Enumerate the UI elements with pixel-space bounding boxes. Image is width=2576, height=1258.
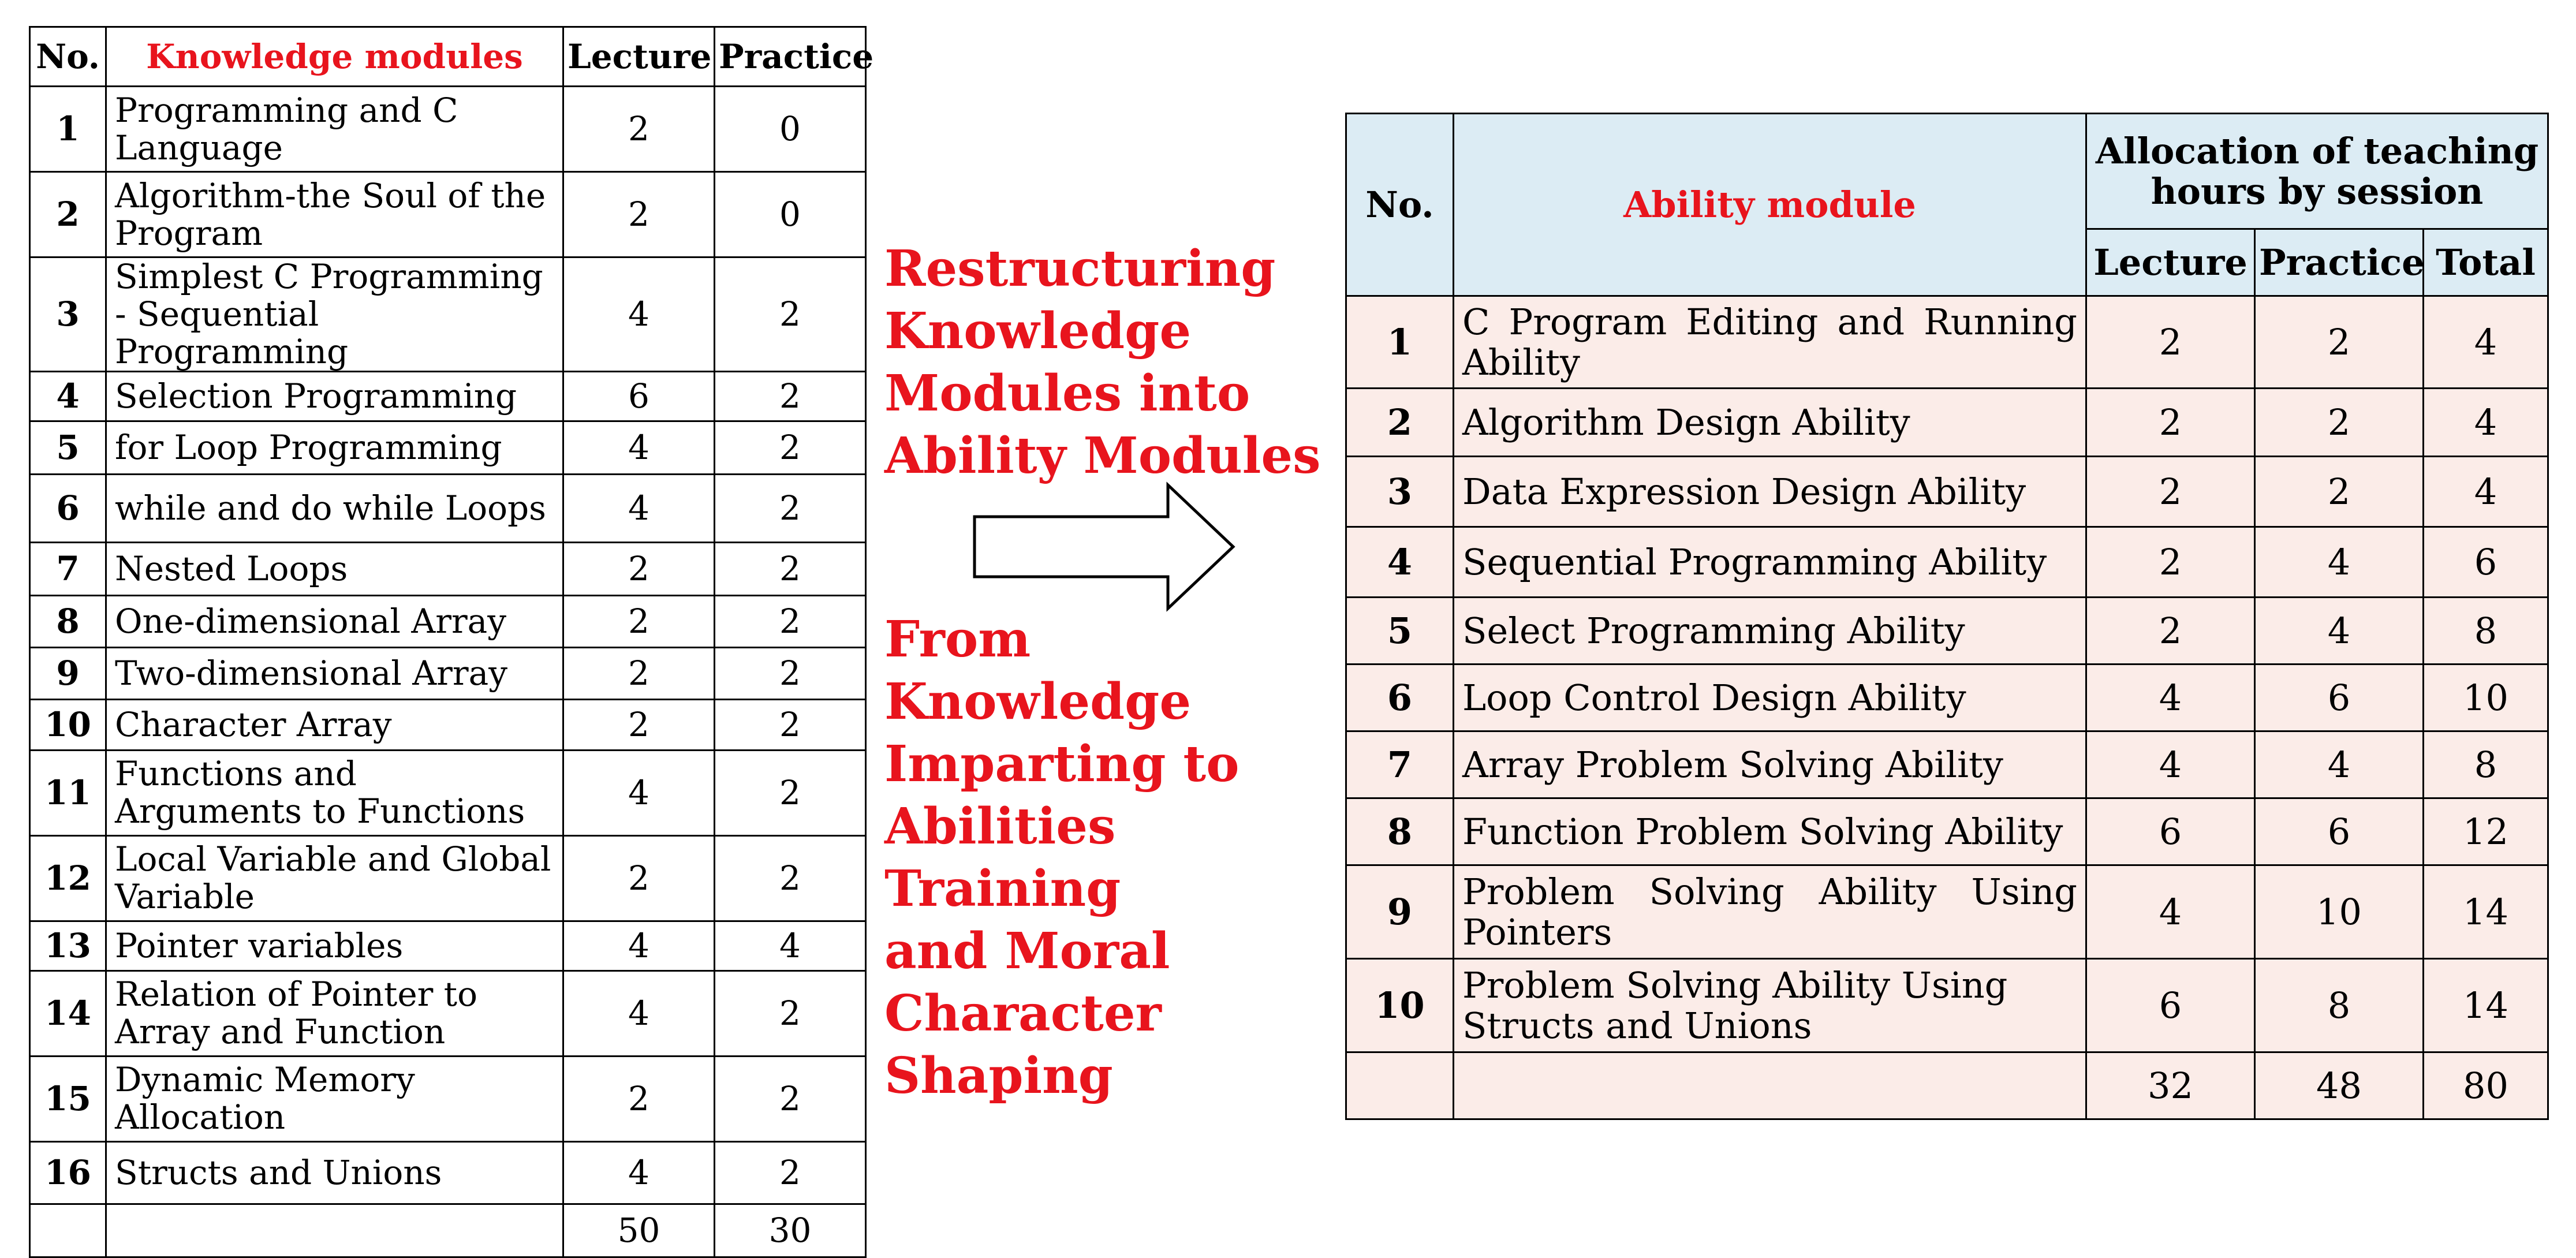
row-number: 9 [1346,865,1454,959]
table-row [1346,527,2548,598]
lecture-hours: 2 [563,647,715,699]
row-number: 12 [30,835,106,921]
practice-hours: 2 [715,647,866,699]
knowledge-module-name: Dynamic Memory Allocation [106,1056,563,1141]
caption-line: From Knowledge [884,610,1192,731]
table-row [30,970,866,1056]
table-row [30,921,866,970]
abilities-training-caption [884,609,1335,1107]
caption-line: Abilities Training [884,797,1121,918]
lecture-hours: 4 [563,421,715,474]
knowledge-module-name: Nested Loops [106,542,563,595]
table-row [30,542,866,595]
practice-hours: 4 [2255,731,2424,798]
knowledge-module-name: Character Array [106,699,563,750]
practice-hours: 2 [715,835,866,921]
table-row [1346,598,2548,665]
row-number: 8 [1346,798,1454,865]
table-row [30,87,866,172]
total-hours: 8 [2424,598,2548,665]
practice-hours: 2 [715,595,866,647]
table-row [30,647,866,699]
knowledge-table-header-row [30,27,866,87]
row-number: 2 [1346,389,1454,457]
caption-line: Knowledge [884,302,1192,360]
total-hours: 4 [2424,296,2548,389]
practice-hours: 4 [2255,598,2424,665]
ability-modules-table [1345,113,2549,1120]
row-number: 1 [1346,296,1454,389]
row-number: 6 [1346,665,1454,731]
row-number: 15 [30,1056,106,1141]
row-number: 13 [30,921,106,970]
caption-line: Imparting to [884,735,1240,793]
totals-label-cell [106,1204,563,1257]
table-row [30,750,866,835]
row-number: 2 [30,172,106,257]
total-hours: 4 [2424,389,2548,457]
knowledge-module-name: Simplest C Programming - Sequential Programming [106,257,563,372]
knowledge-module-name: Two-dimensional Array [106,647,563,699]
lecture-hours: 6 [2086,959,2255,1052]
ability-module-name: Function Problem Solving Ability [1454,798,2086,865]
totals-no-cell [30,1204,106,1257]
ability-header-total: Total [2424,229,2548,296]
practice-hours: 2 [715,699,866,750]
row-number: 14 [30,970,106,1056]
totals-label-cell [1454,1052,2086,1119]
practice-hours: 0 [715,172,866,257]
ability-module-name: Problem Solving Ability Using Structs and Unions [1454,959,2086,1052]
ability-header-no: No. [1346,114,1454,296]
lecture-hours: 2 [2086,389,2255,457]
lecture-hours: 2 [2086,527,2255,598]
practice-hours: 2 [2255,296,2424,389]
total-hours: 12 [2424,798,2548,865]
lecture-hours: 2 [2086,457,2255,527]
table-row [30,1141,866,1204]
caption-line: Ability Modules [884,427,1321,485]
table-row [1346,731,2548,798]
row-number: 16 [30,1141,106,1204]
total-hours: 10 [2424,665,2548,731]
knowledge-module-name: Programming and C Language [106,87,563,172]
ability-header-lecture: Lecture [2086,229,2255,296]
lecture-hours: 4 [563,474,715,542]
row-number: 4 [30,371,106,421]
knowledge-header-module: Knowledge modules [106,27,563,87]
table-row [1346,296,2548,389]
knowledge-modules-table [29,26,874,1258]
table-row [1346,865,2548,959]
ability-module-name: Problem Solving Ability Using Pointers [1454,865,2086,959]
knowledge-header-practice: Practice [715,27,866,87]
practice-hours: 2 [715,1056,866,1141]
practice-hours: 2 [715,371,866,421]
practice-hours: 2 [2255,457,2424,527]
table-row [30,699,866,750]
practice-total: 48 [2255,1052,2424,1119]
knowledge-header-no: No. [30,27,106,87]
row-number: 9 [30,647,106,699]
table-row [30,421,866,474]
table-row [1346,665,2548,731]
practice-hours: 2 [715,257,866,372]
practice-hours: 2 [715,1141,866,1204]
practice-hours: 10 [2255,865,2424,959]
knowledge-module-name: Selection Programming [106,371,563,421]
ability-module-name: Select Programming Ability [1454,598,2086,665]
caption-line: Modules into [884,364,1250,423]
table-row [30,595,866,647]
practice-hours: 4 [2255,527,2424,598]
row-number: 10 [1346,959,1454,1052]
knowledge-module-name: Functions and Arguments to Functions [106,750,563,835]
lecture-hours: 4 [563,921,715,970]
ability-module-name: Sequential Programming Ability [1454,527,2086,598]
lecture-hours: 4 [563,257,715,372]
row-number: 11 [30,750,106,835]
table-row [30,835,866,921]
totals-no-cell [1346,1052,1454,1119]
row-number: 3 [30,257,106,372]
caption-line: and Moral [884,922,1170,980]
lecture-hours: 4 [2086,731,2255,798]
lecture-hours: 4 [563,1141,715,1204]
caption-line: Restructuring [884,240,1276,298]
ability-table-header-row [1346,114,2548,229]
lecture-hours: 4 [2086,665,2255,731]
knowledge-module-name: Pointer variables [106,921,563,970]
row-number: 6 [30,474,106,542]
lecture-hours: 2 [563,595,715,647]
table-row [30,1056,866,1141]
knowledge-module-name: for Loop Programming [106,421,563,474]
total-hours: 8 [2424,731,2548,798]
row-number: 3 [1346,457,1454,527]
practice-hours: 0 [715,87,866,172]
lecture-hours: 4 [2086,865,2255,959]
lecture-hours: 2 [563,835,715,921]
lecture-total: 32 [2086,1052,2255,1119]
ability-module-name: Data Expression Design Ability [1454,457,2086,527]
table-row [30,474,866,542]
practice-hours: 6 [2255,665,2424,731]
total-hours: 6 [2424,527,2548,598]
lecture-hours: 2 [563,699,715,750]
row-number: 10 [30,699,106,750]
lecture-hours: 6 [2086,798,2255,865]
ability-header-practice: Practice [2255,229,2424,296]
practice-hours: 4 [715,921,866,970]
total-hours: 4 [2424,457,2548,527]
practice-hours: 2 [715,421,866,474]
knowledge-module-name: Structs and Unions [106,1141,563,1204]
row-number: 7 [30,542,106,595]
lecture-hours: 2 [563,1056,715,1141]
ability-module-name: C Program Editing and Running Ability [1454,296,2086,389]
ability-module-name: Loop Control Design Ability [1454,665,2086,731]
practice-hours: 2 [2255,389,2424,457]
practice-hours: 8 [2255,959,2424,1052]
lecture-hours: 2 [2086,598,2255,665]
practice-hours: 2 [715,542,866,595]
table-row [1346,798,2548,865]
knowledge-module-name: Algorithm-the Soul of the Program [106,172,563,257]
practice-hours: 2 [715,970,866,1056]
total-hours: 14 [2424,865,2548,959]
row-number: 7 [1346,731,1454,798]
row-number: 1 [30,87,106,172]
lecture-hours: 4 [563,970,715,1056]
knowledge-module-name: Relation of Pointer to Array and Function [106,970,563,1056]
allocation-header: Allocation of teaching hours by session [2086,114,2548,229]
ability-module-name: Algorithm Design Ability [1454,389,2086,457]
right-arrow-icon [970,480,1241,613]
lecture-hours: 4 [563,750,715,835]
practice-hours: 2 [715,474,866,542]
lecture-hours: 2 [563,542,715,595]
lecture-hours: 6 [563,371,715,421]
grand-total: 80 [2424,1052,2548,1119]
totals-row [1346,1052,2548,1119]
lecture-hours: 2 [2086,296,2255,389]
table-row [1346,457,2548,527]
lecture-total: 50 [563,1204,715,1257]
lecture-hours: 2 [563,87,715,172]
table-row [30,172,866,257]
ability-module-name: Array Problem Solving Ability [1454,731,2086,798]
caption-line: Character Shaping [884,984,1162,1105]
practice-hours: 2 [715,750,866,835]
total-hours: 14 [2424,959,2548,1052]
restructuring-caption [884,238,1335,487]
knowledge-module-name: while and do while Loops [106,474,563,542]
row-number: 5 [1346,598,1454,665]
ability-header-module: Ability module [1454,114,2086,296]
practice-hours: 6 [2255,798,2424,865]
knowledge-module-name: One-dimensional Array [106,595,563,647]
row-number: 4 [1346,527,1454,598]
totals-row [30,1204,866,1257]
table-row [30,371,866,421]
row-number: 5 [30,421,106,474]
knowledge-module-name: Local Variable and Global Variable [106,835,563,921]
practice-total: 30 [715,1204,866,1257]
lecture-hours: 2 [563,172,715,257]
table-row [30,257,866,372]
table-row [1346,389,2548,457]
table-row [1346,959,2548,1052]
knowledge-header-lecture: Lecture [563,27,715,87]
row-number: 8 [30,595,106,647]
